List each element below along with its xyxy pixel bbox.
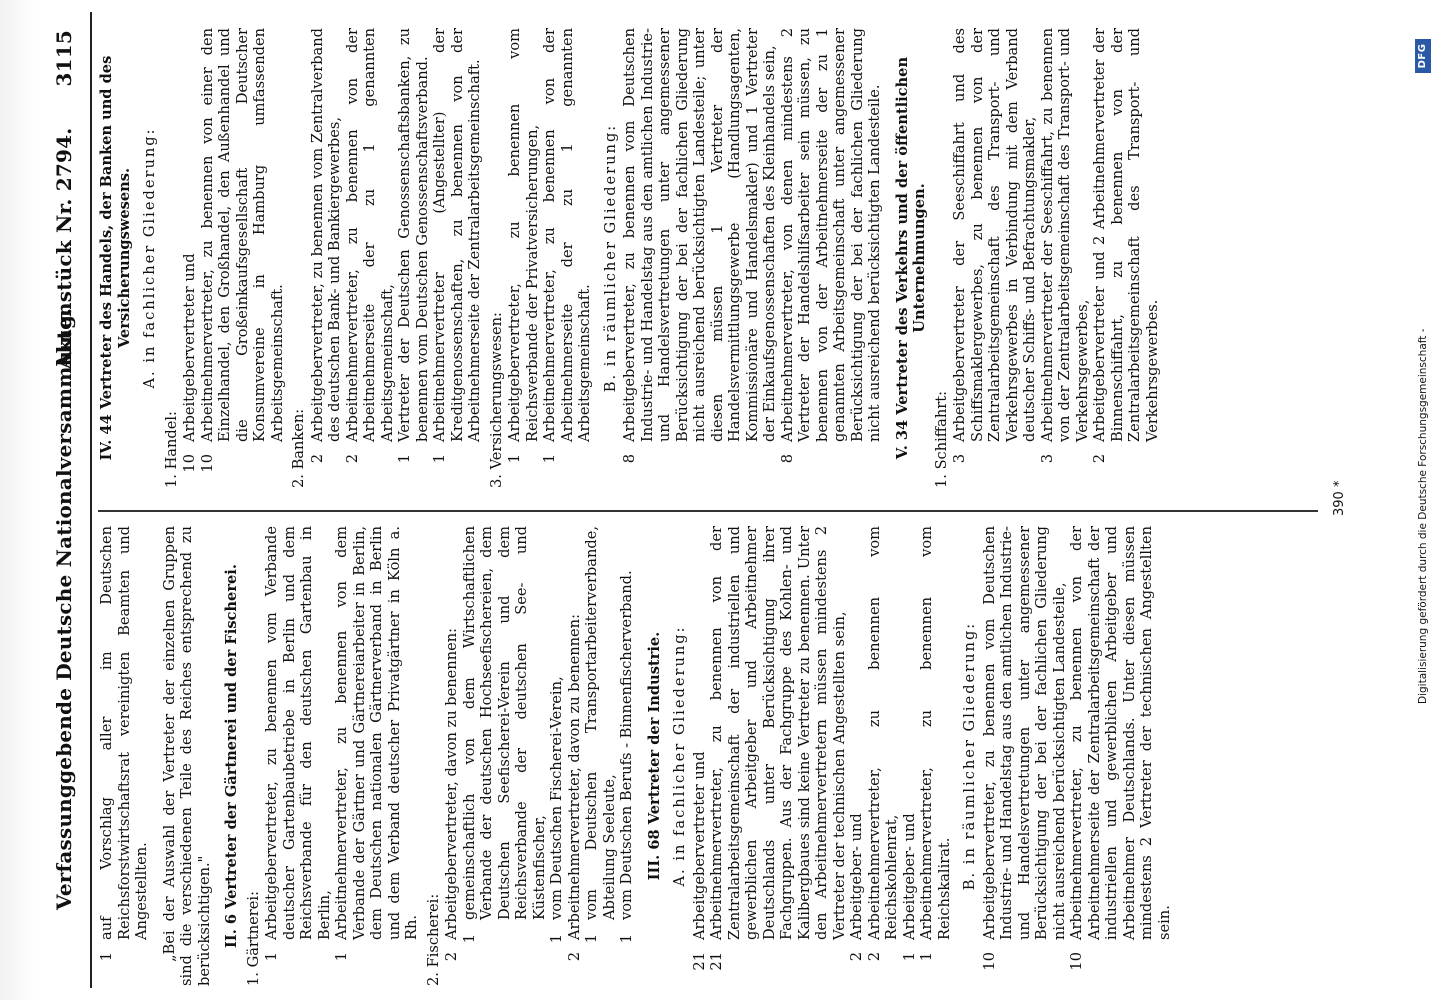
list-entry [708,526,848,986]
credit-text: Digitalisierung gefördert durch die Deutsche Forschungsgemeinschaft - [1417,328,1429,704]
header-page-number: 3115 [52,30,76,87]
entry-list [263,526,421,986]
entry-count: 8 [621,454,638,464]
entry-count: 3 [1038,454,1056,464]
list-entry [263,526,333,986]
header-rule [90,12,92,988]
page-header [52,30,92,910]
section-heading-II: II. 6 Vertreter der Gärtnerei und der Fischerei. [223,564,240,948]
entry-text: Arbeitnehmervertreter, zu benennen vom Reichskalirat. [918,526,953,940]
list-entry [309,28,344,488]
list-entry [621,28,779,488]
entry-count: 1 [918,952,935,962]
entry-text: Arbeitgebervertreter der Seeschiffahrt und des Schiffsmaklergewerbes, zu benennen von der Zentralarbeitsgemeinschaft des Transport- und Verkehrsgewerbes in Verbindung mit dem Verband deutscher Schiffs- und Befrachtungsmakler, [951,28,1038,442]
entry-text: Arbeitgeber- und [848,813,865,940]
entry-text: Arbeitgebervertreter, zu benennen vom Reichsverbande der Privatversicherungen, [506,28,541,442]
entry-list [181,28,286,488]
entry-text: Arbeitnehmervertreter, zu benennen von dem Verbande der Gärtner und Gärtnereiarbeiter in Berlin, dem Deutschen nationalen Gärtnerverband in Berlin und dem Verband deutscher Privatgärtner in Köln a. Rh. [333,526,420,940]
list-entry [691,526,709,986]
right-column [98,28,1328,488]
section-heading-IV: IV. 44 Vertreter des Handels, der Banken und des Versicherungswesens. [98,55,133,461]
entry-list [309,28,484,488]
section-heading-V: V. 34 Vertreter des Verkehrs und der öffentlichen Unternehmungen. [893,56,928,460]
entry-count: 3 [951,454,968,464]
entry-count: 21 [690,952,708,971]
list-entry [541,28,594,488]
entry-count: 1 [333,952,350,962]
entry-text: Arbeitgebervertreter, davon zu benennen: [443,627,460,940]
list-entry [431,28,484,488]
entry-text: Arbeitgebervertreter und [690,751,708,940]
entry-count: 1 [396,454,413,464]
entry-count: 1 [548,934,565,944]
entry-count: 2 [848,952,865,962]
entry-list [691,526,954,986]
list-entry [1039,28,1092,488]
entry-list [951,28,1161,488]
entry-count: 10 [198,454,216,473]
entry-count: 2 [565,952,583,962]
entry-text: Arbeitnehmervertreter, zu benennen von der Arbeitnehmerseite der zu 1 genannten Arbeitsgemeinschaft, [343,28,396,442]
entry-text: Arbeitgebervertreter und 2 Arbeitnehmervertreter der Binnenschiffahrt, zu benennen von der Zentralarbeitsgemeinschaft des Transport- und Verkehrsgewerbes. [1091,28,1161,442]
entry-count: 10 [1068,952,1085,971]
list-entry [618,526,636,986]
digitization-credit [1412,0,1434,1000]
subsection-heading: B. in räumlicher Gliederung: [961,621,978,891]
entry-count: 2 [443,952,460,962]
left-column [98,526,1328,986]
entry-count: 1 [431,454,448,464]
entry-count: 10 [181,454,198,473]
quote-paragraph: „Bei der Auswahl der Vertreter der einzelnen Gruppen sind die verschiedenen Teile des Reiches entsprechend zu berücksichtigen." [160,526,213,986]
entry-text: Arbeitnehmervertreter (Angestellter) der Kreditgenossenschaften, zu benennen von der Arbeitnehmerseite der Zentralarbeitsgemeinschaft. [431,28,483,442]
entry-count: 2 [865,952,883,962]
entry-text: gemeinschaftlich von dem Wirtschaftlichen Verbande der deutschen Hochseefischereien, dem Deutschen Seefischerei-Verein und dem Reichsverbande der deutschen See- und Küstenfischer, [460,526,548,920]
entry-text: Arbeitnehmervertreter, zu benennen von der Arbeitnehmerseite der Zentralarbeitsgemeinschaft der industriellen und gewerblichen Arbeitgeber und Arbeitnehmer Deutschlands. Unter diesen müssen mindestens 2 Vertreter der technischen Angestellten sein. [1068,526,1173,940]
entry-text: Arbeitgebervertreter und [181,253,198,442]
list-entry [981,526,1069,986]
list-entry [1068,526,1173,986]
entry-count: 1 [460,934,478,944]
subsection-heading: A. in fachlicher Gliederung: [141,127,158,389]
entry-text: Arbeitnehmervertreter der Seeschiffahrt, zu benennen von der Zentralarbeitsgemeinschaft des Transport- und Verkehrsgewerbes, [1038,28,1091,442]
list-entry [396,28,431,488]
entry-count: 10 [980,952,998,971]
entry-text: Arbeitgebervertreter, zu benennen vom Verbande deutscher Gartenbaubetriebe in Berlin und dem Reichsverbande für den deutschen Gartenbau in Berlin, [263,526,333,940]
entry-text: Arbeitnehmervertreter, zu benennen von der Zentralarbeitsgemeinschaft der industriellen und gewerblichen Arbeitgeber und Arbeitnehmer Deutschlands unter Berücksichtigung ihrer Fachgruppen. Aus der Fachgruppe des Kohlen- und Kalibergbaues sind keine Vertreter zu benennen. Unter den Arbeitnehmervertretern müssen mindestens 2 Vertreter der technischen Angestellten sein, [708,526,848,940]
category-heading: 3. Versicherungswesen: [487,312,505,488]
list-entry [333,526,421,986]
entry-count: 2 [343,454,361,464]
entry-count: 1 [583,934,600,944]
list-entry: 1 auf Vorschlag aller im Deutschen Reichsforstwirtschaftsrat vereinigten Beamten und Angestellten. [98,526,150,962]
header-right [52,30,76,403]
dfg-logo: DFG [1415,39,1431,73]
sheet-number: 390 * [1332,480,1347,516]
list-entry [779,28,884,488]
subsection-heading: A. in fachlicher Gliederung: [671,625,688,887]
list-entry [344,28,397,488]
entry-list [506,28,594,488]
category-heading: 1. Gärtnerei: [244,891,262,986]
entry-list [981,526,1174,986]
subsection-heading: B. in räumlicher Gliederung: [601,123,619,393]
category-heading: 2. Banken: [290,408,307,488]
entry-count: 1 [506,454,523,464]
category-heading: 1. Handel: [162,411,180,488]
entry-count: 8 [778,454,796,464]
category-heading: 1. Schiffahrt: [932,390,950,488]
header-title: Verfassunggebende Deutsche Nationalversammlung. [52,307,76,910]
list-entry [506,28,541,488]
entry-count: 1 [541,454,558,464]
entry-text: vom Deutschen Fischerei-Verein, [548,676,565,920]
entry-text: Arbeitgebervertreter, zu benennen vom Zentralverband des deutschen Bank- und Bankiergewerbes, [308,28,343,442]
section-heading-III: III. 68 Vertreter der Industrie. [645,631,663,881]
entry-count: 1 [618,934,635,944]
entry-count: 2 [308,454,326,464]
list-entry [848,526,866,986]
entry-list [443,526,636,986]
list-entry [548,526,566,986]
entry-list [621,28,884,488]
entry-text: Arbeitnehmervertreter, zu benennen vom Reichskohlenrat, [865,526,900,940]
list-entry [918,526,953,986]
list-entry [181,28,199,488]
list-entry [583,526,618,986]
list-entry [866,526,901,986]
entry-text: vom Deutschen Berufs - Binnenfischerverband. [618,570,635,920]
scan-edge-shadow [0,0,36,1000]
entry-text: Arbeitnehmervertreter, zu benennen von der Arbeitnehmerseite der zu 1 genannten Arbeitsgemeinschaft. [541,28,593,442]
entry-count: 1 [263,952,280,962]
entry-text: Arbeitgebervertreter, zu benennen vom Deutschen Industrie- und Handelstag aus den amtlichen Industrie- und Handelsvertretungen unter angemessener Berücksichtigung der bei der fachlichen Gliederung nicht ausreichend berücksichtigten Landesteile; unter diesen müssen 1 Vertreter der Handelsvermittlungsgewerbe (Handlungsagenten, Kommissionäre und Handelsmakler) und 1 Vertreter der Einkaufsgenossenschaften des Kleinhandels sein, [621,28,778,442]
entry-count: 2 [1091,454,1108,464]
entry-text: Vertreter der Deutschen Genossenschaftsbanken, zu benennen vom Deutschen Genossenschaftsverband. [396,28,431,442]
entry-text: Arbeitgeber- und [900,813,918,940]
entry-text: Arbeitgebervertreter, zu benennen vom Deutschen Industrie- und Handelstag aus den amtlichen Industrie- und Handelsvertretungen unter angemessener Berücksichtigung der bei der fachlichen Gliederung nicht ausreichend berücksichtigten Landesteile, [980,526,1068,940]
entry-count: 1 [900,952,918,962]
header-document-number: Aktenstück Nr. 2794. [52,127,76,370]
list-entry [951,28,1039,488]
entry-text: Arbeitnehmervertreter, zu benennen von einer den Einzelhandel, den Großhandel, den Außenhandel und die Großeinkaufsgesellschaft Deutscher Konsumvereine in Hamburg umfassenden Arbeitsgemeinschaft. [198,28,286,442]
entry-text: vom Deutschen Transportarbeiterverbande, Abteilung Seeleute, [583,526,618,920]
list-entry [443,526,461,986]
column-divider [98,511,1318,513]
list-entry [566,526,584,986]
entry-text: Arbeitnehmervertreter, von denen mindestens 2 Vertreter der Handelshilfsarbeiter sein müssen, zu benennen von der Arbeitnehmerseite der zu 1 genannten Arbeitsgemeinschaft unter angemessener Berücksichtigung der bei der fachlichen Gliederung nicht ausreichend berücksichtigten Landesteile. [778,28,883,442]
list-entry [461,526,549,986]
entry-count: 21 [708,952,725,971]
category-heading: 2. Fischerei: [424,893,442,986]
list-entry [901,526,919,986]
list-entry [199,28,287,488]
list-entry [1091,28,1161,488]
entry-text: Arbeitnehmervertreter, davon zu benennen: [565,613,583,940]
